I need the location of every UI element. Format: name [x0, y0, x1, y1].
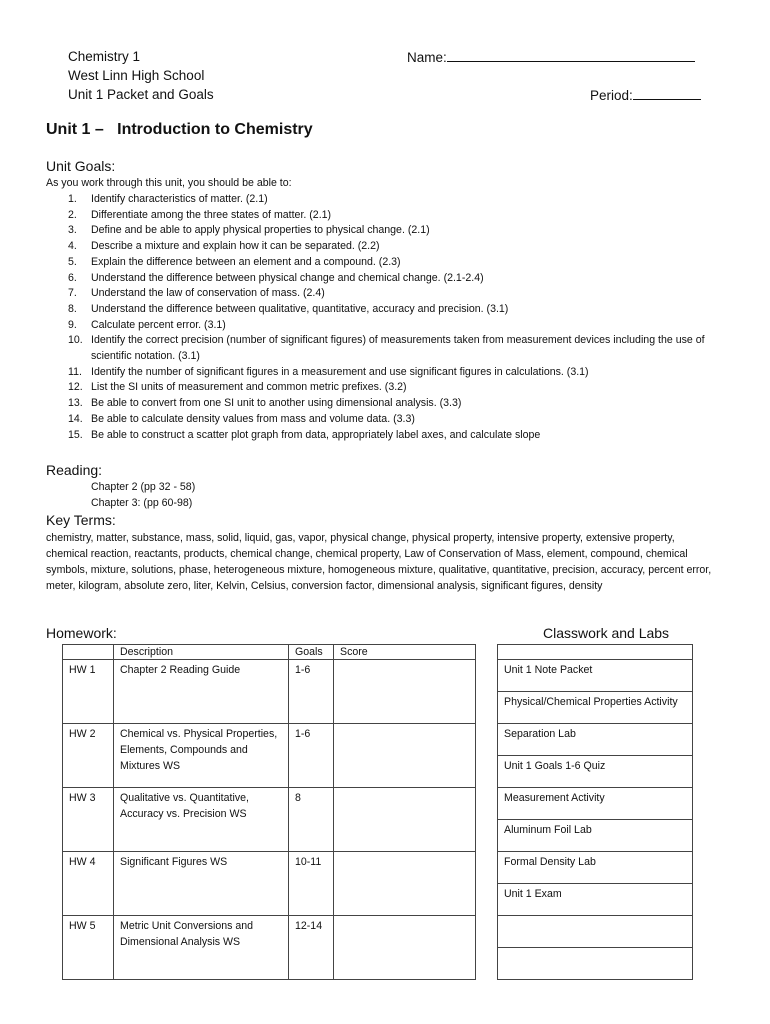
goal-text: Identify the correct precision (number of significant figures) of measurements taken from measurement devices including the use of scientific notation. (3.1) [91, 334, 705, 363]
name-field [407, 47, 695, 67]
hw-score [334, 916, 476, 980]
table-row [63, 724, 693, 756]
goals-intro: As you work through this unit, you should be able to: [46, 177, 292, 189]
goal-number: 7. [68, 287, 77, 300]
header-cell-labs [498, 645, 693, 660]
goal-number: 14. [68, 412, 83, 425]
goal-number: 1. [68, 193, 77, 205]
goal-number: 4. [68, 240, 77, 253]
goal-number: 8. [68, 302, 77, 315]
hw-number: HW 3 [63, 788, 114, 852]
goal-item [46, 302, 726, 318]
hw-goals: 1-6 [289, 724, 334, 788]
packet-name: Unit 1 Packet and Goals [68, 87, 214, 102]
hw-number: HW 1 [63, 660, 114, 724]
gap-cell [476, 916, 498, 980]
goal-text: Understand the difference between physical change and chemical change. (2.1-2.4) [91, 271, 484, 284]
period-field [590, 85, 701, 105]
hw-description: Qualitative vs. Quantitative, Accuracy vs. Precision WS [114, 788, 289, 852]
goal-number: 15. [68, 428, 83, 441]
lab-item: Unit 1 Exam [498, 884, 693, 916]
gap-cell [476, 852, 498, 916]
goal-item [46, 286, 726, 302]
goal-number: 9. [68, 318, 77, 331]
lab-item: Formal Density Lab [498, 852, 693, 884]
goal-number: 3. [68, 224, 77, 237]
header-cell-goals: Goals [289, 645, 334, 660]
goal-text: Calculate percent error. (3.1) [91, 318, 226, 331]
goal-number: 6. [68, 271, 77, 284]
lab-item: Measurement Activity [498, 788, 693, 820]
gap-cell [476, 724, 498, 788]
table-header-row [63, 645, 693, 660]
goal-text: Understand the law of conservation of mass. (2.4) [91, 287, 325, 300]
lab-item [498, 948, 693, 980]
goal-item [46, 239, 726, 255]
goal-text: Be able to convert from one SI unit to another using dimensional analysis. (3.3) [91, 397, 462, 410]
goal-text: Identify characteristics of matter. (2.1) [91, 193, 268, 205]
hw-score [334, 788, 476, 852]
goal-text: Identify the number of significant figures in a measurement and use significant figures in calculations. (3.1) [91, 365, 589, 378]
school-name: West Linn High School [68, 68, 205, 83]
reading-item: Chapter 3: (pp 60-98) [91, 497, 193, 509]
goal-number: 10. [68, 334, 83, 347]
goal-number: 2. [68, 208, 77, 221]
hw-description: Metric Unit Conversions and Dimensional Analysis WS [114, 916, 289, 980]
goal-text: Describe a mixture and explain how it can be separated. (2.2) [91, 240, 380, 253]
lab-item: Aluminum Foil Lab [498, 820, 693, 852]
goal-item [46, 428, 726, 444]
hw-goals: 1-6 [289, 660, 334, 724]
table-row [63, 788, 693, 820]
lab-item: Separation Lab [498, 724, 693, 756]
homework-table [62, 644, 693, 980]
hw-score [334, 660, 476, 724]
header-cell-hw [63, 645, 114, 660]
goal-text: Explain the difference between an element and a compound. (2.3) [91, 255, 401, 268]
goal-text: Be able to construct a scatter plot graph from data, appropriately label axes, and calculate slope [91, 428, 541, 441]
goal-number: 13. [68, 397, 83, 410]
hw-description: Significant Figures WS [114, 852, 289, 916]
goal-text: Define and be able to apply physical properties to physical change. (2.1) [91, 224, 430, 237]
goals-list [46, 192, 726, 443]
hw-score [334, 724, 476, 788]
goal-item [46, 396, 726, 412]
hw-description: Chapter 2 Reading Guide [114, 660, 289, 724]
table-row [63, 660, 693, 692]
hw-number: HW 2 [63, 724, 114, 788]
course-name: Chemistry 1 [68, 49, 141, 64]
header-cell-description: Description [114, 645, 289, 660]
hw-goals: 10-11 [289, 852, 334, 916]
period-label: Period: [590, 88, 633, 103]
period-blank [633, 85, 701, 100]
name-blank [447, 47, 695, 62]
goal-item [46, 223, 726, 239]
hw-description: Chemical vs. Physical Properties, Elements, Compounds and Mixtures WS [114, 724, 289, 788]
goal-item [46, 271, 726, 287]
gap-cell [476, 788, 498, 852]
lab-item: Physical/Chemical Properties Activity [498, 692, 693, 724]
gap-cell [476, 645, 498, 660]
name-label: Name: [407, 50, 447, 65]
lab-item: Unit 1 Goals 1-6 Quiz [498, 756, 693, 788]
goal-item [46, 412, 726, 428]
goal-text: Differentiate among the three states of matter. (2.1) [91, 208, 332, 221]
table-row [63, 916, 693, 948]
header-cell-score: Score [334, 645, 476, 660]
goal-item [46, 318, 726, 334]
homework-heading: Homework: [46, 625, 117, 641]
hw-number: HW 4 [63, 852, 114, 916]
lab-item: Unit 1 Note Packet [498, 660, 693, 692]
key-terms-text: chemistry, matter, substance, mass, solid, liquid, gas, vapor, physical change, physical property, intensive property, extensive property, chemical reaction, reactants, products, chemical change, chemical property, Law of Conservation of Mass, element, compound, chemical symbols, mixture, solutions, phase, heterogeneous mixture, homogeneous mixture, qualitative, quantitative, precision, accuracy, percent error, meter, kilogram, absolute zero, liter, Kelvin, Celsius, conversion factor, dimensional analysis, significant figures, density [46, 532, 712, 592]
goal-text: Be able to calculate density values from mass and volume data. (3.3) [91, 412, 415, 425]
gap-cell [476, 660, 498, 724]
reading-item: Chapter 2 (pp 32 - 58) [91, 481, 196, 493]
unit-title: Unit 1 – Introduction to Chemistry [46, 121, 313, 138]
hw-number: HW 5 [63, 916, 114, 980]
hw-score [334, 852, 476, 916]
goal-item [46, 365, 726, 381]
table-row [63, 852, 693, 884]
reading-heading: Reading: [46, 462, 103, 478]
goal-text: List the SI units of measurement and common metric prefixes. (3.2) [91, 381, 407, 394]
goal-item [46, 333, 726, 364]
hw-goals: 12-14 [289, 916, 334, 980]
goal-item [46, 255, 726, 271]
goal-number: 12. [68, 381, 83, 394]
goal-text: Understand the difference between qualitative, quantitative, accuracy and precision. (3.1) [91, 302, 509, 315]
goal-item [46, 192, 726, 208]
classwork-heading: Classwork and Labs [543, 625, 670, 641]
goal-item [46, 208, 726, 224]
goal-number: 11. [68, 365, 82, 378]
goal-item [46, 380, 726, 396]
lab-item [498, 916, 693, 948]
key-terms-heading: Key Terms: [46, 512, 116, 528]
hw-goals: 8 [289, 788, 334, 852]
goal-number: 5. [68, 255, 77, 268]
goals-heading: Unit Goals: [46, 158, 116, 174]
